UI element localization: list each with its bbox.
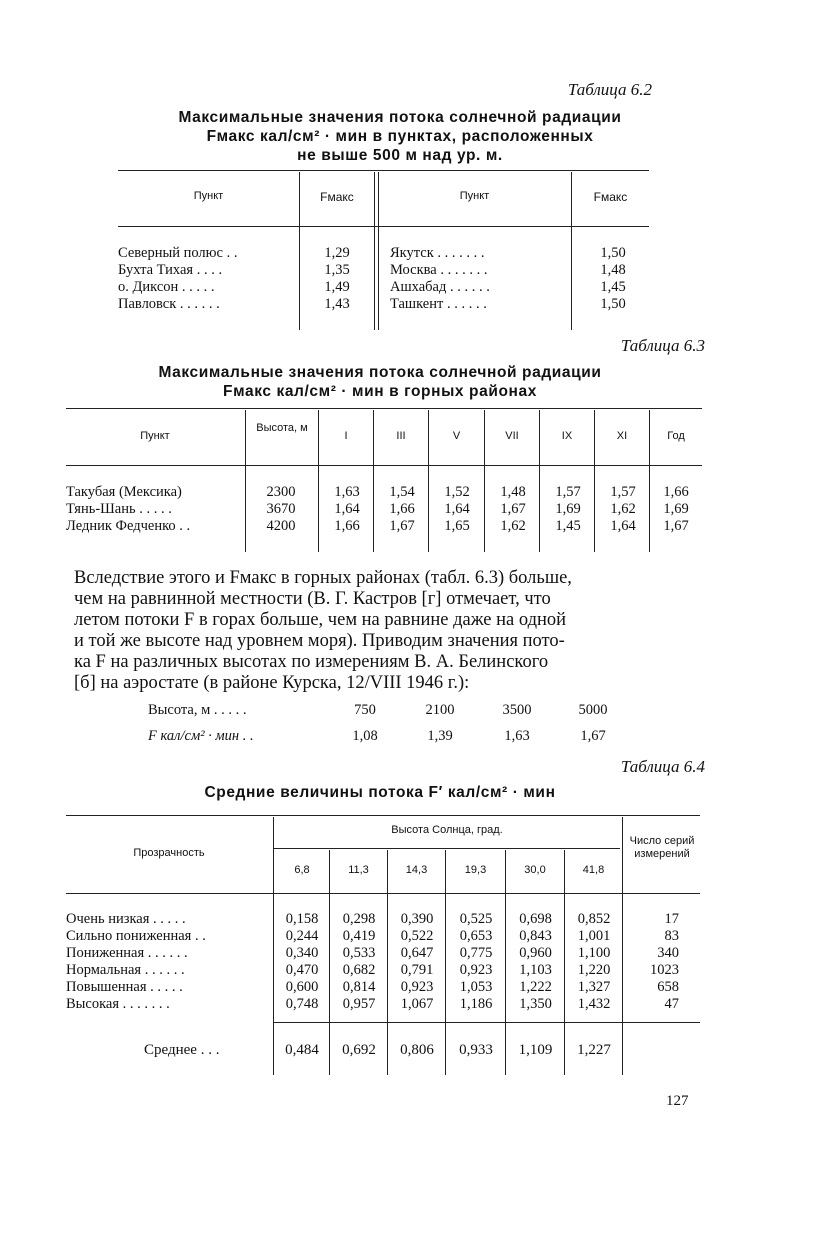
table-6-3-r1-m5: 1,52 [444, 484, 470, 500]
table-row [66, 962, 702, 979]
table-6-2-r3-place2: Ашхабад . . . . . . [390, 279, 490, 295]
table-6-4-header-rule [66, 893, 700, 894]
table-6-2-title-line-1: Максимальные значения потока солнечной радиации [178, 109, 622, 126]
table-6-4-r4-v2: 0,682 [342, 962, 376, 978]
table-6-2-r1-place1: Северный полюс . . [118, 245, 238, 261]
table-row [66, 996, 702, 1013]
table-6-4-r4-label: Нормальная . . . . . . [66, 962, 185, 978]
table-6-3-r1-height: 2300 [266, 484, 296, 500]
table-6-3-r1-m7: 1,48 [500, 484, 526, 500]
table-6-3-r1-year: 1,66 [663, 484, 689, 500]
body-paragraph [74, 568, 704, 694]
table-6-2-r4-place1: Павловск . . . . . . [118, 296, 220, 312]
table-6-4-title: Средние величины потока F′ кал/см² · мин [204, 784, 556, 801]
table-6-3-r2-m11: 1,62 [610, 501, 636, 517]
table-6-3-r3-m5: 1,65 [444, 518, 470, 534]
table-6-3-title [80, 363, 680, 401]
table-row [66, 928, 702, 945]
table-6-4-r6-v3: 1,067 [400, 996, 434, 1012]
table-6-2-r3-val2: 1,45 [600, 279, 626, 295]
table-6-3-r2-m3: 1,66 [389, 501, 415, 517]
table-6-4-r1-v4: 0,525 [459, 911, 493, 927]
table-6-3-r3-height: 4200 [266, 518, 296, 534]
table-6-3-r2-height: 3670 [266, 501, 296, 517]
table-6-4-r4-count: 1023 [650, 962, 679, 978]
table-6-4-r5-v5: 1,222 [519, 979, 552, 995]
table-6-4-mean-v3: 0,806 [400, 1042, 434, 1058]
table-6-4-r1-count: 17 [664, 911, 679, 927]
paragraph-line-3: летом потоки F в горах больше, чем на равнине даже на одной [74, 610, 567, 630]
table-6-4-header-h1: 6,8 [294, 864, 310, 876]
table-6-3-r3-year: 1,67 [663, 518, 689, 534]
table-6-4-r4-v1: 0,470 [285, 962, 319, 978]
table-6-2-top-rule [118, 170, 649, 171]
measurement-flux-4: 1,67 [580, 728, 606, 744]
table-6-2-r3-place1: о. Диксон . . . . . [118, 279, 215, 295]
table-6-3-header-month-7: VII [505, 430, 519, 442]
table-6-3-r1-place: Такубая (Мексика) [66, 484, 182, 500]
table-6-4-r6-label: Высокая . . . . . . . [66, 996, 170, 1012]
table-6-4-r2-v5: 0,843 [519, 928, 552, 944]
table-row [66, 1042, 702, 1059]
table-6-2-title [100, 108, 700, 165]
table-row [66, 979, 702, 996]
table-6-4-mean-v4: 0,933 [459, 1042, 493, 1058]
paragraph-line-1: Вследствие этого и Fмакс в горных районах (табл. 6.3) больше, [74, 568, 572, 588]
table-6-4-mean-rule [274, 1022, 700, 1023]
table-6-4-r6-count: 47 [664, 996, 679, 1012]
table-6-4-r4-v6: 1,220 [577, 962, 611, 978]
table-6-2-title-line-2: Fмакс кал/см² · мин в пунктах, расположенных [206, 128, 594, 145]
table-6-4-r6-v2: 0,957 [342, 996, 376, 1012]
table-6-3-r2-year: 1,69 [663, 501, 689, 517]
table-6-2-header-fmax-2: Fмакс [593, 190, 628, 204]
table-6-4-header-h5: 30,0 [524, 864, 546, 876]
paragraph-line-4: и той же высоте над уровнем моря). Приводим значения пото- [74, 631, 565, 651]
table-6-4-header-h2: 11,3 [348, 864, 369, 876]
table-6-4-r3-v4: 0,775 [459, 945, 493, 961]
table-6-2-header-fmax-1: Fмакс [320, 190, 354, 204]
table-6-3-caption: Таблица 6.3 [620, 336, 705, 355]
measurement-flux-1: 1,08 [352, 728, 378, 744]
table-6-4-header-h4: 19,3 [464, 864, 487, 876]
table-6-3-r1-m1: 1,63 [334, 484, 360, 500]
table-6-3-r2-m7: 1,67 [500, 501, 526, 517]
paragraph-line-2: чем на равнинной местности (В. Г. Кастров [г] отмечает, что [74, 589, 551, 609]
table-6-2-header-rule [118, 226, 649, 227]
table-6-2-caption: Таблица 6.2 [567, 80, 652, 99]
table-6-2-r2-val2: 1,48 [600, 262, 626, 278]
table-6-3-r1-m3: 1,54 [389, 484, 415, 500]
table-6-3-r3-place: Ледник Федченко . . [66, 518, 191, 534]
table-6-4-body [66, 911, 702, 1013]
table-6-4-r3-label: Пониженная . . . . . . [66, 945, 188, 961]
table-6-3-header-height: Высота, м [256, 422, 308, 434]
table-6-3-header-rule [66, 465, 702, 466]
measurements-height-label: Высота, м . . . . . [148, 702, 247, 718]
paragraph-line-5: ка F на различных высотах по измерениям В. А. Белинского [74, 652, 549, 672]
table-6-4-header-transparency: Прозрачность [133, 847, 205, 859]
table-6-4-r6-v6: 1,432 [577, 996, 611, 1012]
measurement-height-4: 5000 [578, 702, 608, 718]
measurements-flux-label: F кал/см² · мин . . [148, 728, 254, 744]
table-6-4-mean-v6: 1,227 [577, 1042, 611, 1058]
table-6-3-header-point: Пункт [140, 430, 170, 442]
measurement-height-1: 750 [354, 702, 376, 718]
table-6-3-header-month-5: V [452, 430, 461, 442]
table-row [66, 484, 706, 501]
paragraph-line-6: [б] на аэростате (в районе Курска, 12/VIII 1946 г.): [74, 673, 470, 693]
table-6-2-r2-place2: Москва . . . . . . . [390, 262, 488, 278]
table-6-4-sub-rule [274, 848, 620, 849]
table-6-4-header-h6: 41,8 [582, 864, 605, 876]
table-6-3-header-month-1: I [344, 430, 348, 442]
table-6-3-top-rule [66, 408, 702, 409]
page-number: 127 [666, 1093, 689, 1109]
table-6-4-r1-v2: 0,298 [342, 911, 376, 927]
table-6-2-r4-val2: 1,50 [600, 296, 626, 312]
table-6-4-r2-v3: 0,522 [400, 928, 434, 944]
table-6-4-r3-v5: 0,960 [519, 945, 552, 961]
table-6-3-r3-m1: 1,66 [334, 518, 360, 534]
table-6-3-title-line-1: Максимальные значения потока солнечной радиации [158, 364, 602, 381]
table-6-4-r6-v1: 0,748 [285, 996, 319, 1012]
table-6-4-r5-v4: 1,053 [459, 979, 493, 995]
table-6-4-r5-v2: 0,814 [342, 979, 376, 995]
measurement-height-2: 2100 [425, 702, 455, 718]
table-6-4-r3-v1: 0,340 [285, 945, 319, 961]
measurement-flux-3: 1,63 [504, 728, 530, 744]
table-6-4-r1-v1: 0,158 [285, 911, 319, 927]
table-6-4-mean-v5: 1,109 [518, 1042, 553, 1058]
table-6-3-header-year: Год [667, 430, 685, 442]
table-6-2-title-line-3: не выше 500 м над ур. м. [297, 147, 503, 164]
table-6-3-body [66, 484, 706, 535]
table-6-4-r1-v6: 0,852 [577, 911, 611, 927]
table-6-4-r3-count: 340 [657, 945, 679, 961]
table-6-2-r1-place2: Якутск . . . . . . . [390, 245, 485, 261]
table-6-3-r3-m11: 1,64 [610, 518, 636, 534]
table-6-4-r5-v1: 0,600 [285, 979, 319, 995]
table-6-3-r2-place: Тянь-Шань . . . . . [66, 501, 172, 517]
table-6-3-header-month-11: XI [616, 430, 628, 442]
table-row [66, 518, 706, 535]
table-6-4-r4-v5: 1,103 [519, 962, 552, 978]
table-6-3-r3-m3: 1,67 [389, 518, 415, 534]
table-6-4-r3-v3: 0,647 [400, 945, 434, 961]
table-6-4-r1-label: Очень низкая . . . . . [66, 911, 186, 927]
table-6-4-r5-count: 658 [657, 979, 679, 995]
table-6-4-top-rule [66, 815, 700, 816]
table-6-3-r1-m11: 1,57 [610, 484, 636, 500]
table-6-3-r2-m1: 1,64 [334, 501, 360, 517]
table-6-4-r2-v4: 0,653 [459, 928, 493, 944]
table-6-4-r1-v5: 0,698 [519, 911, 552, 927]
table-6-2-r4-place2: Ташкент . . . . . . [390, 296, 487, 312]
table-6-2-vline-2a [374, 172, 375, 330]
table-6-2-r1-val2: 1,50 [600, 245, 626, 261]
table-6-4-mean-v2: 0,692 [342, 1042, 376, 1058]
table-6-2-r1-val1: 1,29 [324, 245, 350, 261]
table-row [66, 501, 706, 518]
table-6-3-r1-m9: 1,57 [555, 484, 581, 500]
table-6-4-mean-label: Среднее . . . [144, 1042, 220, 1058]
table-6-4-r2-count: 83 [664, 928, 679, 944]
table-6-2-r4-val1: 1,43 [324, 296, 350, 312]
table-6-4-r4-v3: 0,791 [400, 962, 434, 978]
table-6-2-header-point-2: Пункт [459, 190, 490, 202]
table-6-4-r4-v4: 0,923 [459, 962, 493, 978]
table-6-4-mean-row [66, 1042, 702, 1059]
table-6-4-header-sun-height: Высота Солнца, град. [391, 824, 503, 836]
table-6-4-header-count: Число серий измерений [629, 835, 695, 860]
table-6-4-r2-v2: 0,419 [342, 928, 376, 944]
table-6-4-header-h3: 14,3 [405, 864, 428, 876]
table-6-3-r2-m5: 1,64 [444, 501, 470, 517]
table-6-3-header-month-9: IX [561, 430, 573, 442]
table-6-3-r2-m9: 1,69 [555, 501, 581, 517]
table-6-4-r3-v6: 1,100 [577, 945, 611, 961]
table-6-4-r6-v5: 1,350 [519, 996, 552, 1012]
table-row [66, 911, 702, 928]
table-6-4-r5-v3: 0,923 [400, 979, 434, 995]
measurement-flux-2: 1,39 [427, 728, 453, 744]
table-6-3-title-line-2: Fмакс кал/см² · мин в горных районах [223, 383, 537, 400]
table-6-4-mean-v1: 0,484 [285, 1042, 319, 1058]
measurement-height-3: 3500 [502, 702, 532, 718]
table-6-4-r5-label: Повышенная . . . . . [66, 979, 183, 995]
table-6-4-r2-label: Сильно пониженная . . [66, 928, 206, 944]
table-6-4-r6-v4: 1,186 [459, 996, 493, 1012]
table-6-2-r3-val1: 1,49 [324, 279, 350, 295]
table-6-4-r3-v2: 0,533 [342, 945, 376, 961]
table-6-4-r2-v1: 0,244 [285, 928, 319, 944]
table-row [66, 945, 702, 962]
table-6-3-r3-m7: 1,62 [500, 518, 526, 534]
table-6-4-r1-v3: 0,390 [400, 911, 434, 927]
table-6-2-header-point-1: Пункт [193, 190, 224, 202]
table-6-3-header-month-3: III [396, 430, 406, 442]
table-6-4-caption: Таблица 6.4 [620, 757, 705, 776]
table-6-3-r3-m9: 1,45 [555, 518, 581, 534]
table-6-4-r5-v6: 1,327 [577, 979, 611, 995]
table-6-2-r2-val1: 1,35 [324, 262, 350, 278]
table-6-2-r2-place1: Бухта Тихая . . . . [118, 262, 223, 278]
table-6-4-r2-v6: 1,001 [577, 928, 611, 944]
